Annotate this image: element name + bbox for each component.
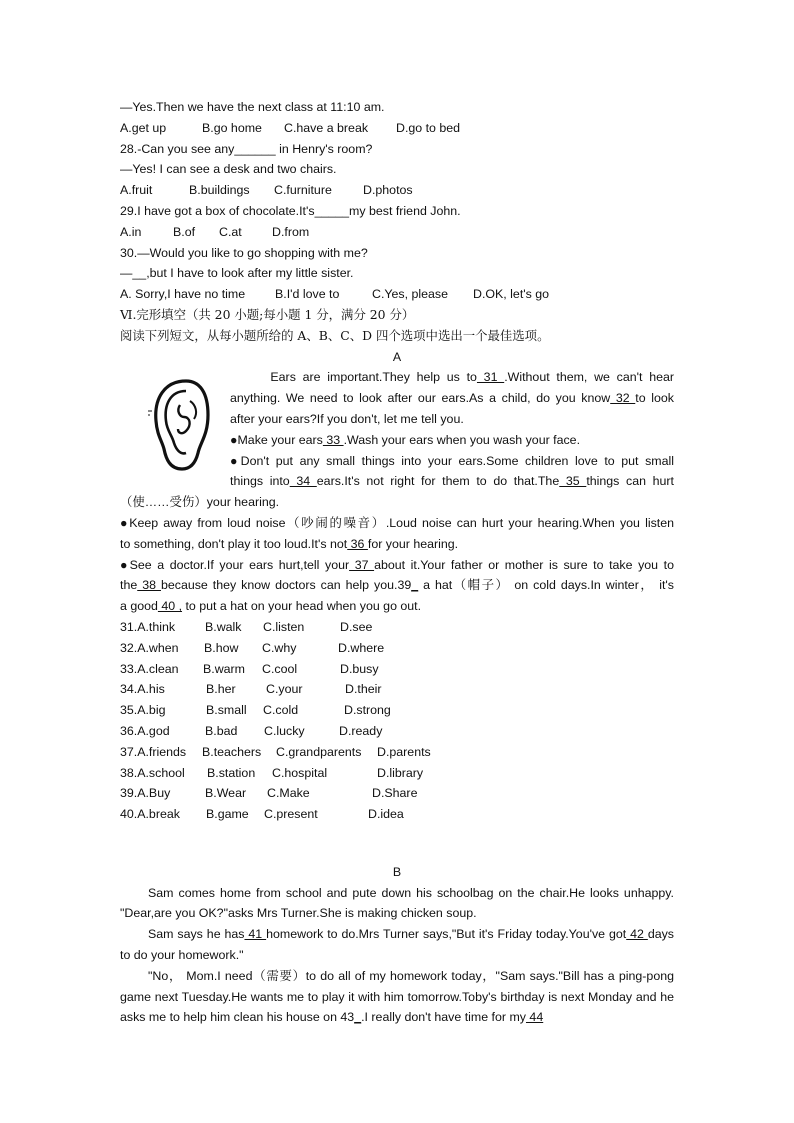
- option: C.Yes, please: [372, 287, 449, 302]
- q30-prompt: 30.—Would you like to go shopping with me?: [120, 245, 368, 260]
- option: C.have a break: [284, 120, 369, 135]
- option: A.fruit: [120, 183, 153, 198]
- q29-prompt: [120, 201, 674, 222]
- q29-options: [120, 222, 674, 243]
- section-instruction: 阅读下列短文，从每小题所给的 A、B、C、D 四个选项中选出一个最佳选项。: [120, 327, 550, 343]
- option: D.where: [338, 640, 385, 655]
- q28-prompt: [120, 139, 674, 160]
- option: C.cold: [263, 703, 299, 718]
- option: 36.A.god: [120, 723, 170, 738]
- cloze-option-row: [120, 679, 674, 700]
- passage-a-label: A: [392, 349, 402, 364]
- exam-page: [120, 97, 674, 1028]
- option: D.photos: [363, 183, 413, 198]
- option: B.Wear: [205, 786, 247, 801]
- cloze-option-row: [120, 617, 674, 638]
- cloze-blank-41: 41: [244, 927, 267, 942]
- section-heading: Ⅵ.完形填空（共 20 小题;每小题 1 分，满分 20 分）: [120, 306, 415, 322]
- cloze-option-row: [120, 659, 674, 680]
- q28-reply: —Yes! I can see a desk and two chairs.: [120, 162, 337, 177]
- passage-a-line: Ears are important.They help us to 31 .Without them, we can't hear: [270, 370, 674, 385]
- option: D.see: [340, 619, 373, 634]
- cloze-blank-36: 36: [347, 536, 368, 551]
- option: B.game: [206, 807, 249, 822]
- cloze-option-row: [120, 721, 674, 742]
- option: D.parents: [377, 744, 431, 759]
- option: B.how: [204, 640, 239, 655]
- passage-b-paragraph: "No， Mom.I need（需要）to do all of my homework today，"Sam says."Bill has a ping-pong game next Tuesday.He wants me to play it with him tomorrow.Toby's birthday is next Monday and he asks me to help him clean his house on 43_.I really don't have time for my 44: [120, 968, 674, 1025]
- option: A.in: [120, 224, 142, 239]
- option: 35.A.big: [120, 703, 166, 718]
- q29-prompt-text: my best friend John.: [349, 203, 461, 218]
- option: B.bad: [205, 723, 238, 738]
- q27-options: [120, 118, 674, 139]
- passage-a-line: ●Make your ears 33 .Wash your ears when you wash your face.: [230, 432, 581, 447]
- passage-a-line: after your ears?If you don't, let me tell you.: [230, 411, 464, 426]
- option: B.I'd love to: [275, 287, 340, 302]
- option: B.buildings: [189, 183, 250, 198]
- option: D.go to bed: [396, 120, 461, 135]
- option: B.teachers: [202, 744, 262, 759]
- option: C.listen: [263, 619, 305, 634]
- ear-icon: [146, 377, 212, 473]
- answer-blank: _____: [314, 203, 350, 218]
- passage-b-paragraph: Sam says he has 41 homework to do.Mrs Turner says,"But it's Friday today.You've got 42 days to do your homework.": [120, 927, 675, 963]
- option: 34.A.his: [120, 682, 165, 697]
- cloze-blank-40: 40 ,: [157, 599, 183, 614]
- option: C.grandparents: [276, 744, 362, 759]
- cloze-blank-34: 34: [289, 474, 317, 489]
- q28-prompt-text: in Henry's room?: [275, 141, 373, 156]
- q28-prompt-text: 28.-Can you see any: [120, 141, 235, 156]
- option: C.furniture: [274, 183, 332, 198]
- passage-a-line: anything. We need to look after our ears.As a child, do you know 32 to look: [230, 391, 674, 406]
- passage-a-line: ●See a doctor.If your ears hurt,tell your 37 about it.Your father or mother is sure to take you to: [120, 557, 674, 572]
- passage-a-line: ●Don't put any small things into your ears.Some children love to put small: [230, 453, 674, 468]
- option: D.from: [272, 224, 310, 239]
- q29-prompt-text: 29.I have got a box of chocolate.It's: [120, 203, 315, 218]
- cloze-blank-44: 44: [525, 1010, 544, 1025]
- option: D.ready: [339, 723, 383, 738]
- option: C.hospital: [272, 765, 328, 780]
- q30-reply-text: —: [120, 266, 133, 281]
- option: D.strong: [344, 703, 391, 718]
- q28-options: [120, 180, 674, 201]
- passage-a-ear-block: [120, 367, 674, 492]
- option: 40.A.break: [120, 807, 180, 822]
- passage-a-line: to something, don't play it too loud.It's not 36 for your hearing.: [120, 536, 459, 551]
- option: C.at: [219, 224, 242, 239]
- option: C.present: [264, 807, 318, 822]
- cloze-option-row: [120, 783, 674, 804]
- passage-a-line: a good 40 , to put a hat on your head when you go out.: [120, 599, 422, 614]
- option: C.Make: [267, 786, 310, 801]
- cloze-option-row: [120, 638, 674, 659]
- option: D.their: [345, 682, 382, 697]
- option: B.of: [173, 224, 196, 239]
- passage-a-line: （使……受伤）your hearing.: [120, 495, 280, 510]
- option: D.library: [377, 765, 424, 780]
- option: A.get up: [120, 120, 167, 135]
- cloze-blank-42: 42: [626, 927, 648, 942]
- answer-blank: __: [132, 266, 147, 281]
- passage-b-paragraph: Sam comes home from school and pute down his schoolbag on the chair.He looks unhappy. "Dear,are you OK?"asks Mrs Turner.She is making chicken soup.: [120, 885, 674, 921]
- option: C.cool: [262, 661, 298, 676]
- cloze-option-row: [120, 742, 674, 763]
- answer-blank: ______: [234, 141, 276, 156]
- option: D.Share: [372, 786, 418, 801]
- option: A. Sorry,I have no time: [120, 287, 246, 302]
- cloze-blank-33: 33: [322, 432, 344, 447]
- passage-b-label: B: [392, 864, 402, 879]
- option: B.small: [206, 703, 247, 718]
- cloze-blank-32: 32: [610, 391, 636, 406]
- option: 31.A.think: [120, 619, 176, 634]
- cloze-blank-31: 31: [476, 370, 505, 385]
- passage-a-line: ●Keep away from loud noise（吵闹的噪音）.Loud noise can hurt your hearing.When you listen: [120, 515, 674, 530]
- option: B.walk: [205, 619, 242, 634]
- option: B.warm: [203, 661, 245, 676]
- option: C.lucky: [264, 723, 305, 738]
- cloze-blank-35: 35: [559, 474, 587, 489]
- cloze-blank-38: 38: [137, 578, 161, 593]
- option: 32.A.when: [120, 640, 179, 655]
- option: B.go home: [202, 120, 262, 135]
- option: B.station: [207, 765, 256, 780]
- cloze-blank-39: _: [411, 578, 419, 593]
- q30-options: [120, 284, 674, 305]
- option: 37.A.friends: [120, 744, 187, 759]
- cloze-blank-37: 37: [349, 557, 375, 572]
- option: 39.A.Buy: [120, 786, 171, 801]
- option: 38.A.school: [120, 765, 185, 780]
- option: C.why: [262, 640, 297, 655]
- q27-reply: —Yes.Then we have the next class at 11:10 am.: [120, 100, 385, 114]
- cloze-option-row: [120, 763, 674, 784]
- option: D.idea: [368, 807, 404, 822]
- option: D.OK, let's go: [473, 287, 550, 302]
- option: 33.A.clean: [120, 661, 179, 676]
- option: B.her: [206, 682, 236, 697]
- option: C.your: [266, 682, 303, 697]
- q30-reply: [120, 263, 674, 284]
- passage-a-line: the 38 because they know doctors can help you.39_ a hat（帽子） on cold days.In winter， it's: [120, 578, 674, 593]
- cloze-option-row: [120, 804, 674, 825]
- q30-reply-text: ,but I have to look after my little sister.: [146, 266, 354, 281]
- cloze-options: [120, 617, 674, 825]
- cloze-blank-43: _: [354, 1010, 362, 1025]
- passage-a-line: things into 34 ears.It's not right for them to do that.The 35 things can hurt: [230, 474, 675, 489]
- cloze-option-row: [120, 700, 674, 721]
- option: D.busy: [340, 661, 379, 676]
